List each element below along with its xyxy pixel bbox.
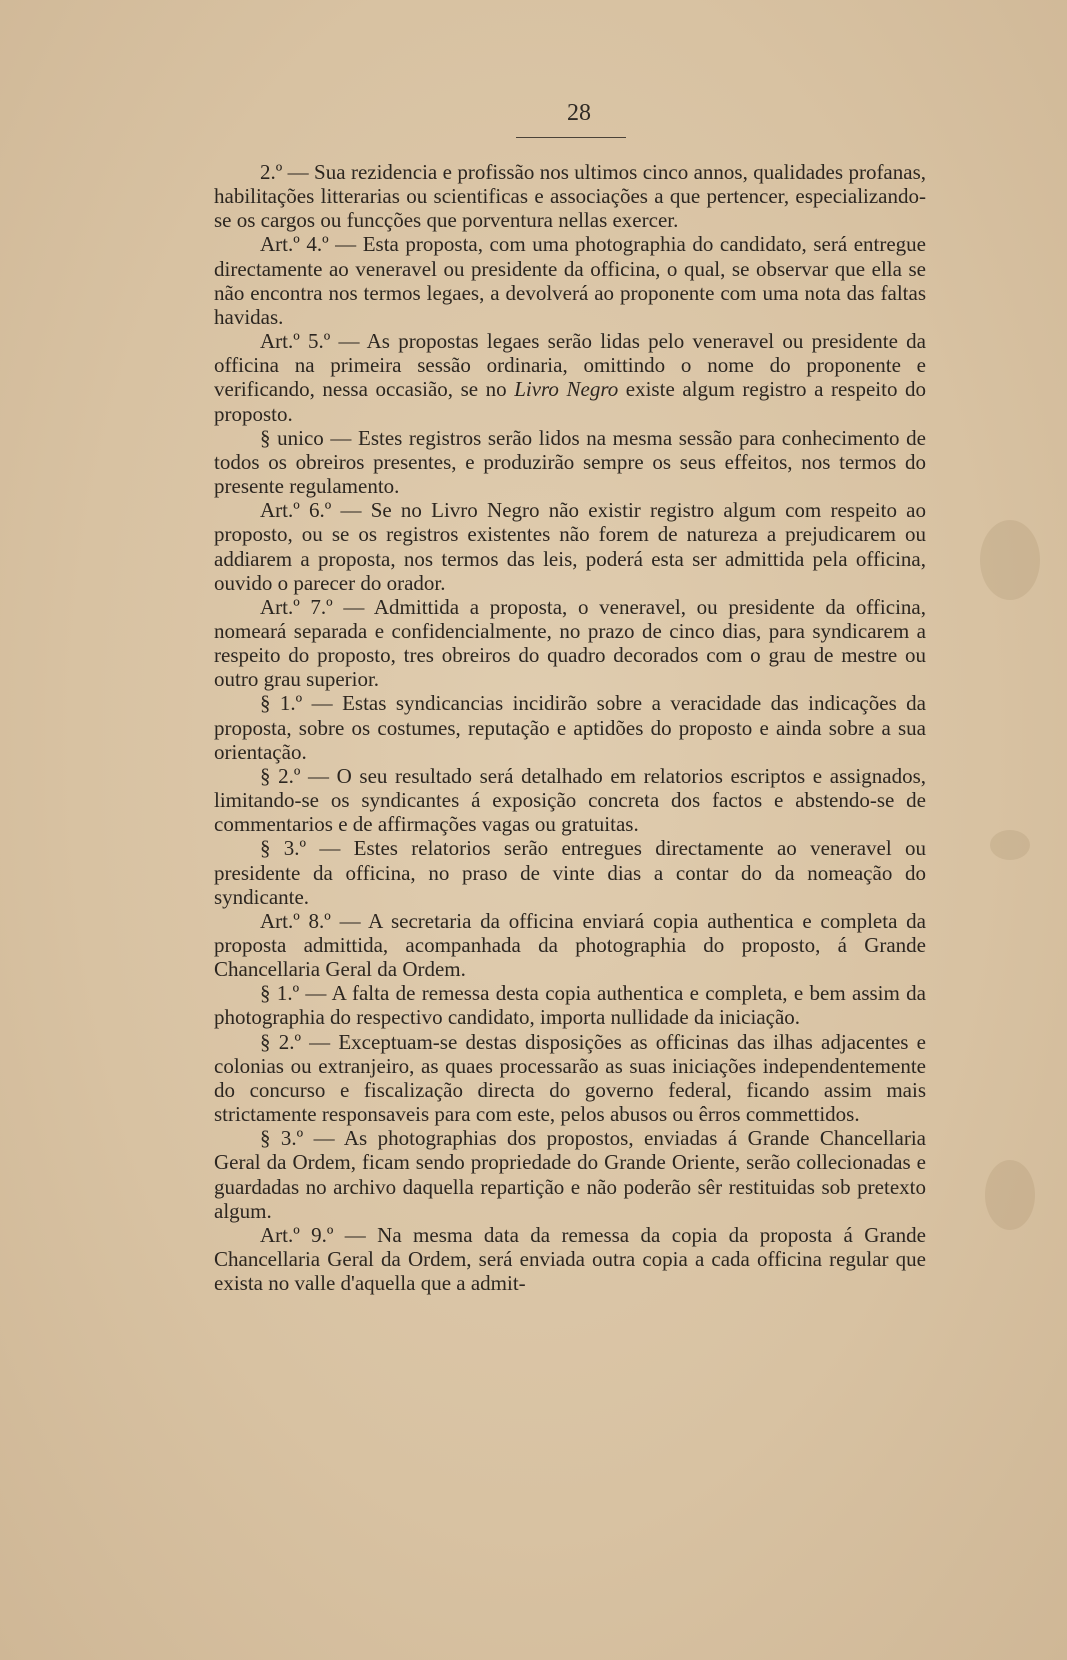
- paragraph: Art.º 8.º — A secretaria da officina enviará copia authentica e completa da proposta admittida, acompanhada da photographia do proposto, á Grande Chancellaria Geral da Ordem.: [214, 908, 926, 982]
- paragraph-text: existe algum registro a respeito do proposto.: [214, 377, 927, 426]
- paragraph: § 1.º — A falta de remessa desta copia authentica e completa, e bem assim da photographia do respectivo candidato, importa nullidade da iniciação.: [214, 981, 926, 1030]
- paragraph-text: Art.º 5.º — As propostas legaes serão lidas pelo veneravel ou presidente da officina na primeira sessão ordinaria, omittindo o nome do proponente e verificando, nessa occasião, se no: [214, 329, 926, 402]
- paragraph: § 1.º — Estas syndicancias incidirão sobre a veracidade das indicações da proposta, sobre os costumes, reputação e aptidões do proposto e ainda sobre a sua orientação.: [214, 691, 926, 764]
- paragraph: Art.º 9.º — Na mesma data da remessa da copia da proposta á Grande Chancellaria Geral da Ordem, será enviada outra copia a cada officina regular que exista no valle d'aquella que a admit-: [214, 1222, 926, 1296]
- italic-text: Livro Negro: [514, 377, 619, 402]
- paragraph: [214, 329, 926, 426]
- paper-stain: [980, 520, 1040, 600]
- page-number: 28: [567, 100, 591, 126]
- paragraph: Art.º 6.º — Se no Livro Negro não existir registro algum com respeito ao proposto, ou se os registros existentes não forem de natureza a prejudicarem ou addiarem a proposta, nos termos das leis, poderá esta ser admittida pela officina, ouvido o parecer do orador.: [214, 498, 926, 595]
- paragraph: § unico — Estes registros serão lidos na mesma sessão para conhecimento de todos os obreiros presentes, e produzirão sempre os seus effeitos, nos termos do presente regulamento.: [214, 425, 926, 499]
- body-text: [214, 160, 926, 1295]
- paragraph: Art.º 4.º — Esta proposta, com uma photographia do candidato, será entregue directamente ao veneravel ou presidente da officina, o qual, se observar que ella se não encontra nos termos legaes, a devolverá ao proponente com uma nota das faltas havidas.: [214, 232, 926, 329]
- paper-stain: [990, 830, 1030, 860]
- paragraph: § 2.º — O seu resultado será detalhado em relatorios escriptos e assignados, limitando-se os syndicantes á exposição concreta dos factos e abstendo-se de commentarios e de affirmações vagas ou gratuitas.: [214, 763, 926, 837]
- paper-stain: [985, 1160, 1035, 1230]
- paragraph: § 3.º — As photographias dos propostos, enviadas á Grande Chancellaria Geral da Ordem, ficam sendo propriedade do Grande Oriente, serão collecionadas e guardadas no archivo daquella repartição e não poderão sêr restituidas sob pretexto algum.: [214, 1126, 926, 1223]
- paragraph: § 3.º — Estes relatorios serão entregues directamente ao veneravel ou presidente da officina, no praso de vinte dias a contar do da nomeação do syndicante.: [214, 836, 926, 909]
- paragraph: § 2.º — Exceptuam-se destas disposições as officinas das ilhas adjacentes e colonias ou extranjeiro, as quaes processarão as suas iniciações independentemente do concurso e fiscalização directa do governo federal, ficando assim mais strictamente responsaveis para com este, pelos abusos ou êrros commettidos.: [214, 1029, 926, 1127]
- header-rule: [516, 137, 626, 138]
- paragraph: 2.º — Sua rezidencia e profissão nos ultimos cinco annos, qualidades profanas, habilitações litterarias ou scientificas e associações a que pertencer, especializando-se os cargos ou funcções que porventura nellas exercer.: [214, 160, 926, 233]
- paragraph: Art.º 7.º — Admittida a proposta, o veneravel, ou presidente da officina, nomeará separada e confidencialmente, no prazo de cinco dias, para syndicarem a respeito do proposto, tres obreiros do quadro decorados com o grau de mestre ou outro grau superior.: [214, 594, 926, 692]
